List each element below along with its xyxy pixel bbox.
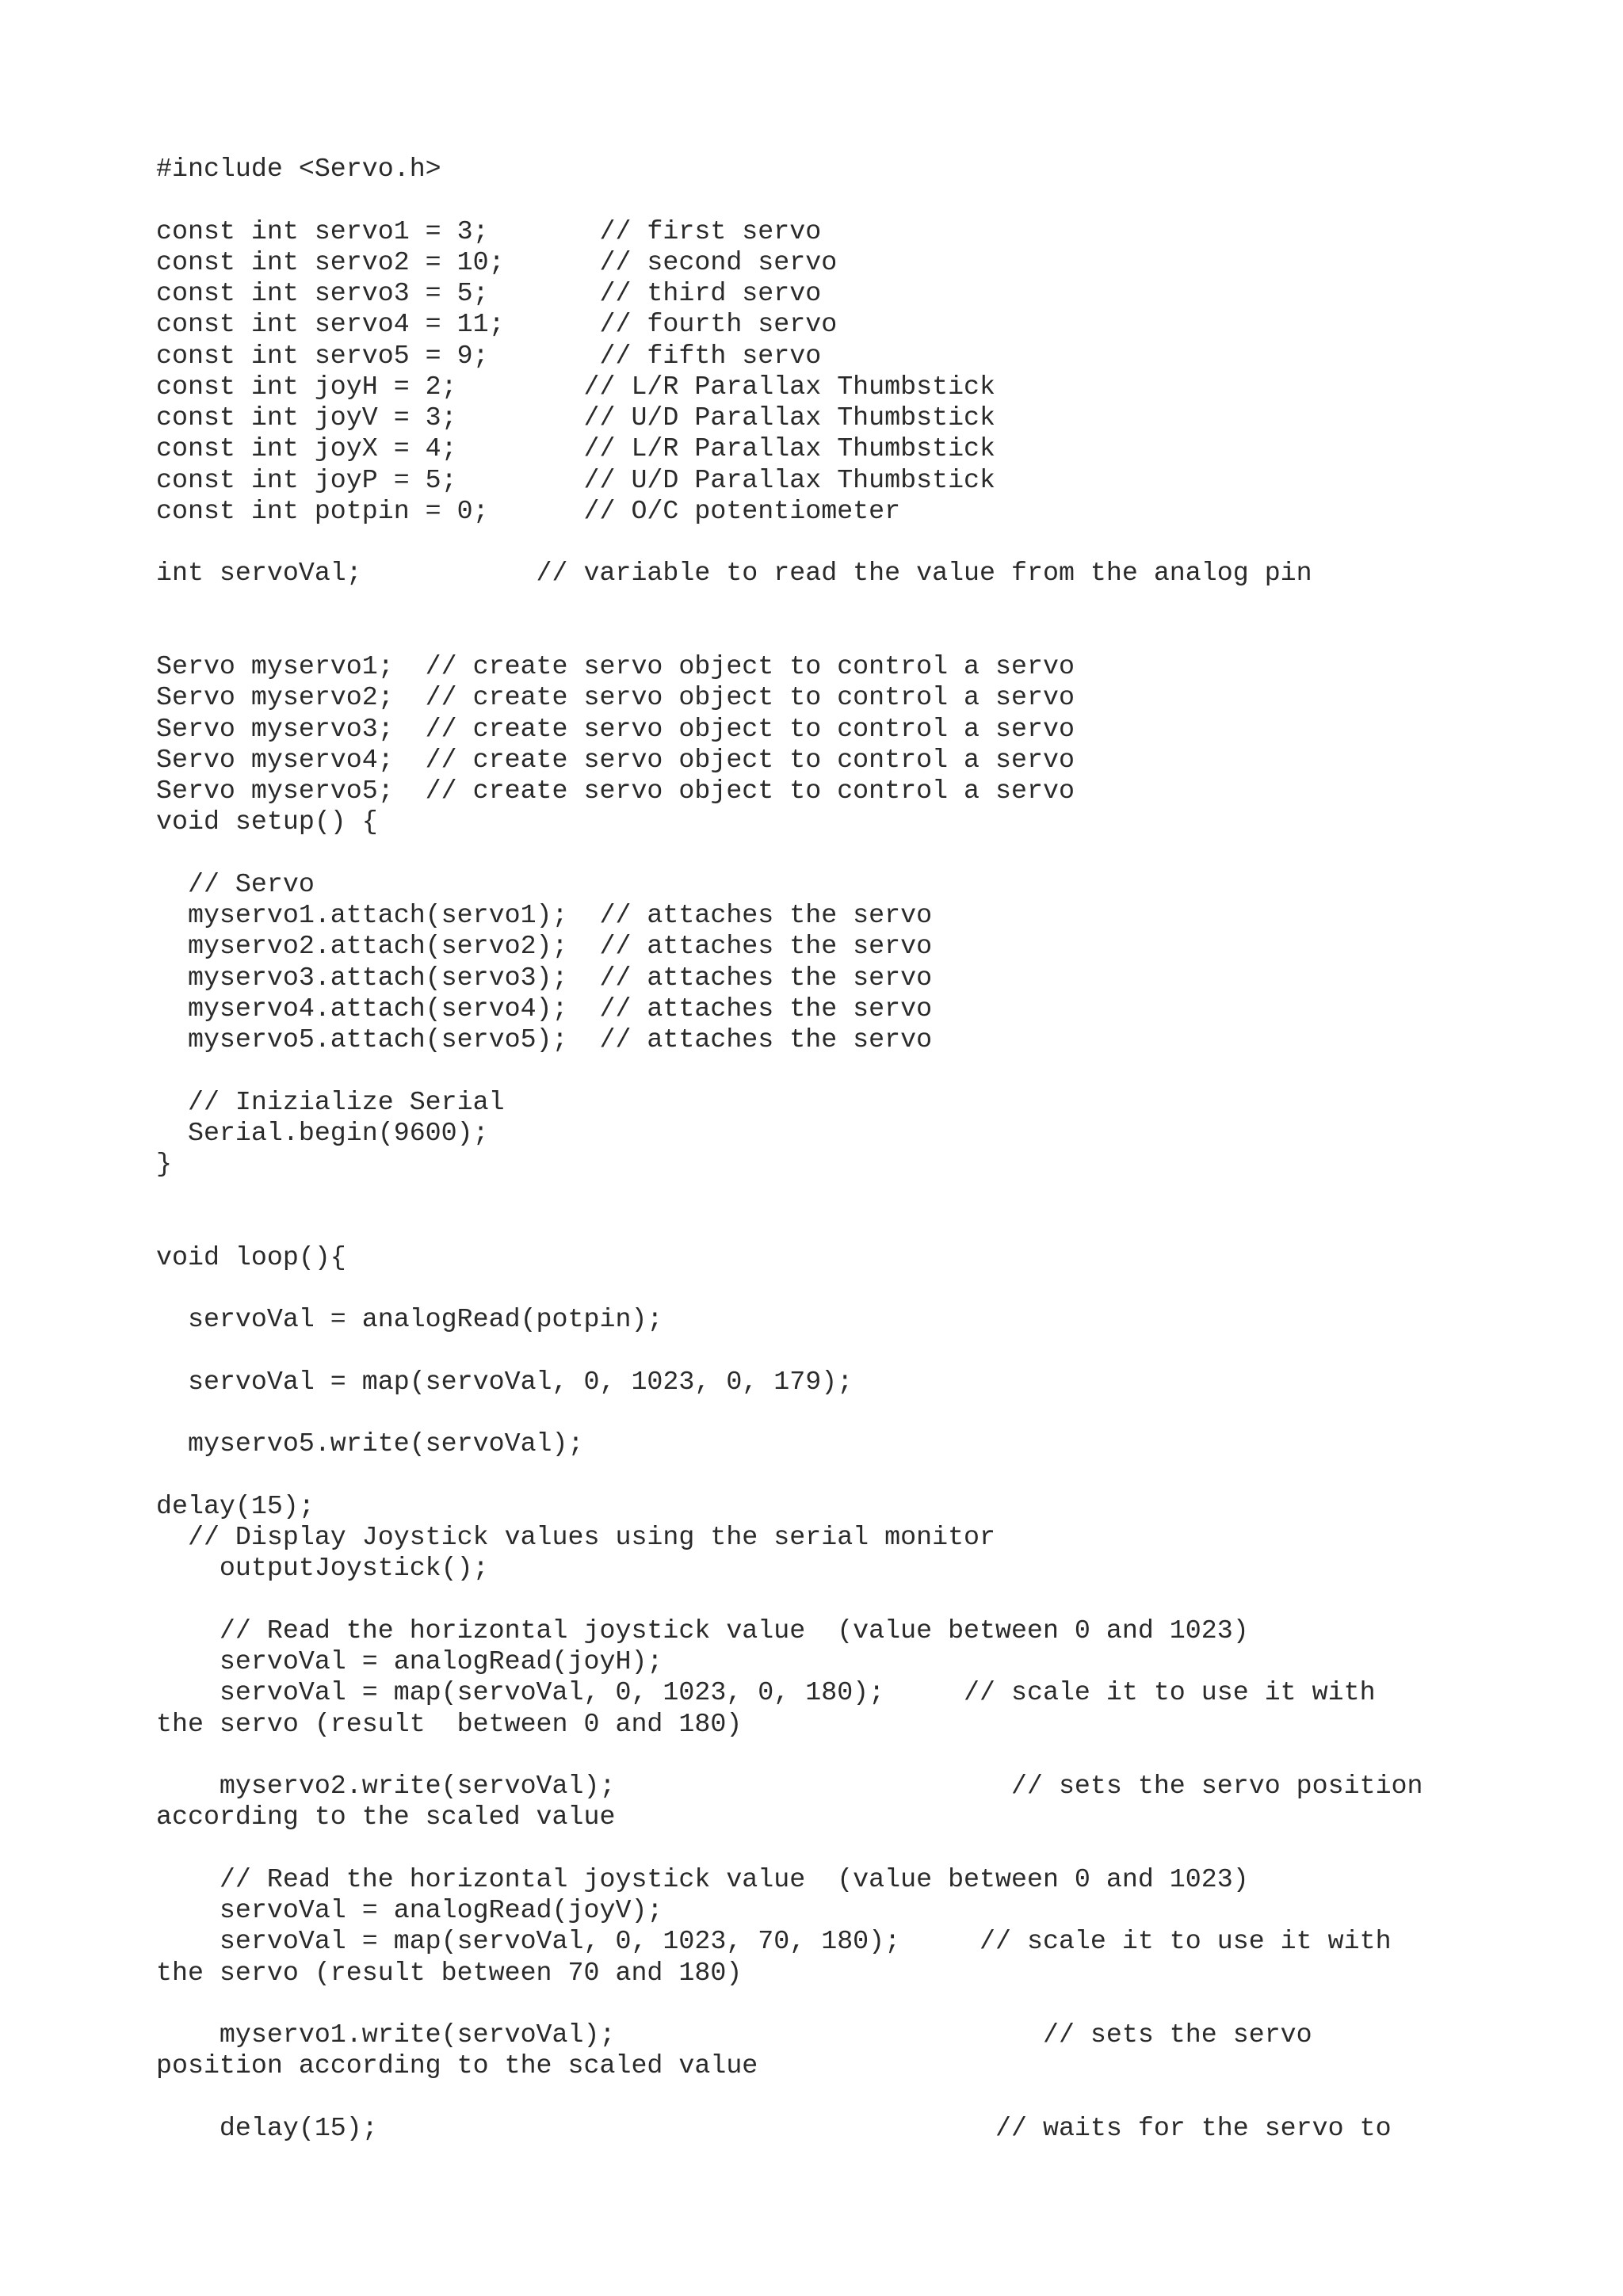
- code-line: const int joyP = 5; // U/D Parallax Thumbstick: [156, 464, 996, 495]
- code-line: [156, 1398, 1423, 1428]
- code-line: // Inizialize Serial: [156, 1086, 505, 1117]
- code-line: const int servo4 = 11; // fourth servo: [156, 309, 838, 340]
- code-line: delay(15); // waits for the servo to: [156, 2112, 1392, 2143]
- code-line: [156, 1180, 1423, 1211]
- code-line: void setup() {: [156, 807, 378, 837]
- code-line: Serial.begin(9600);: [156, 1117, 489, 1148]
- code-line: [156, 185, 1423, 215]
- code-line: Servo myservo5; // create servo object to control a servo: [156, 776, 1075, 806]
- code-line: void loop(){: [156, 1241, 346, 1272]
- code-line: [156, 1273, 1423, 1304]
- code-line: myservo4.attach(servo4); // attaches the servo: [156, 993, 933, 1024]
- code-line: servoVal = analogRead(joyH);: [156, 1646, 663, 1676]
- code-line: myservo1.attach(servo1); // attaches the servo: [156, 900, 933, 930]
- code-line: // Read the horizontal joystick value (value between 0 and 1023): [156, 1863, 1249, 1894]
- code-line: const int servo2 = 10; // second servo: [156, 246, 838, 277]
- code-line: const int joyH = 2; // L/R Parallax Thumbstick: [156, 371, 996, 402]
- code-line: [156, 1460, 1423, 1491]
- code-line: // Servo: [156, 868, 315, 899]
- code-line: // Display Joystick values using the serial monitor: [156, 1522, 996, 1552]
- code-line: myservo5.write(servoVal);: [156, 1428, 584, 1459]
- code-line: servoVal = analogRead(joyV);: [156, 1895, 663, 1925]
- code-line: myservo2.write(servoVal); // sets the servo position: [156, 1771, 1423, 1801]
- code-line: #include <Servo.h>: [156, 154, 441, 184]
- code-line: servoVal = analogRead(potpin);: [156, 1304, 663, 1335]
- code-line: [156, 1336, 1423, 1367]
- code-line: position according to the scaled value: [156, 2050, 758, 2081]
- code-line: [156, 838, 1423, 869]
- code-line: [156, 527, 1423, 558]
- code-listing: [156, 154, 1423, 2144]
- code-line: servoVal = map(servoVal, 0, 1023, 70, 180); // scale it to use it with: [156, 1926, 1392, 1957]
- code-line: }: [156, 1149, 172, 1179]
- code-line: [156, 1055, 1423, 1086]
- code-line: Servo myservo1; // create servo object to control a servo: [156, 651, 1075, 681]
- code-line: delay(15);: [156, 1490, 315, 1521]
- code-line: servoVal = map(servoVal, 0, 1023, 0, 179);: [156, 1366, 854, 1397]
- code-line: myservo2.attach(servo2); // attaches the servo: [156, 931, 933, 962]
- code-line: according to the scaled value: [156, 1802, 616, 1833]
- code-line: [156, 1585, 1423, 1615]
- code-line: servoVal = map(servoVal, 0, 1023, 0, 180); // scale it to use it with: [156, 1677, 1376, 1708]
- code-line: const int joyV = 3; // U/D Parallax Thumbstick: [156, 402, 996, 433]
- code-line: myservo1.write(servoVal); // sets the servo: [156, 2019, 1312, 2050]
- code-line: myservo3.attach(servo3); // attaches the servo: [156, 962, 933, 993]
- code-line: [156, 1833, 1423, 1864]
- code-line: int servoVal; // variable to read the value from the analog pin: [156, 558, 1312, 589]
- code-line: [156, 2082, 1423, 2113]
- code-line: myservo5.attach(servo5); // attaches the servo: [156, 1024, 933, 1055]
- code-line: [156, 1740, 1423, 1771]
- code-line: outputJoystick();: [156, 1553, 489, 1584]
- code-line: [156, 620, 1423, 651]
- code-line: Servo myservo3; // create servo object to control a servo: [156, 713, 1075, 744]
- code-line: const int servo1 = 3; // first servo: [156, 215, 822, 246]
- code-line: const int servo3 = 5; // third servo: [156, 278, 822, 308]
- code-line: Servo myservo4; // create servo object to control a servo: [156, 744, 1075, 775]
- code-line: the servo (result between 70 and 180): [156, 1957, 743, 1988]
- code-line: [156, 1211, 1423, 1242]
- code-line: the servo (result between 0 and 180): [156, 1708, 743, 1739]
- code-line: const int potpin = 0; // O/C potentiometer: [156, 495, 901, 526]
- code-line: [156, 1989, 1423, 2019]
- code-line: const int servo5 = 9; // fifth servo: [156, 340, 822, 371]
- code-line: [156, 589, 1423, 620]
- code-line: Servo myservo2; // create servo object to control a servo: [156, 682, 1075, 713]
- code-line: const int joyX = 4; // L/R Parallax Thumbstick: [156, 433, 996, 464]
- code-line: // Read the horizontal joystick value (value between 0 and 1023): [156, 1615, 1249, 1646]
